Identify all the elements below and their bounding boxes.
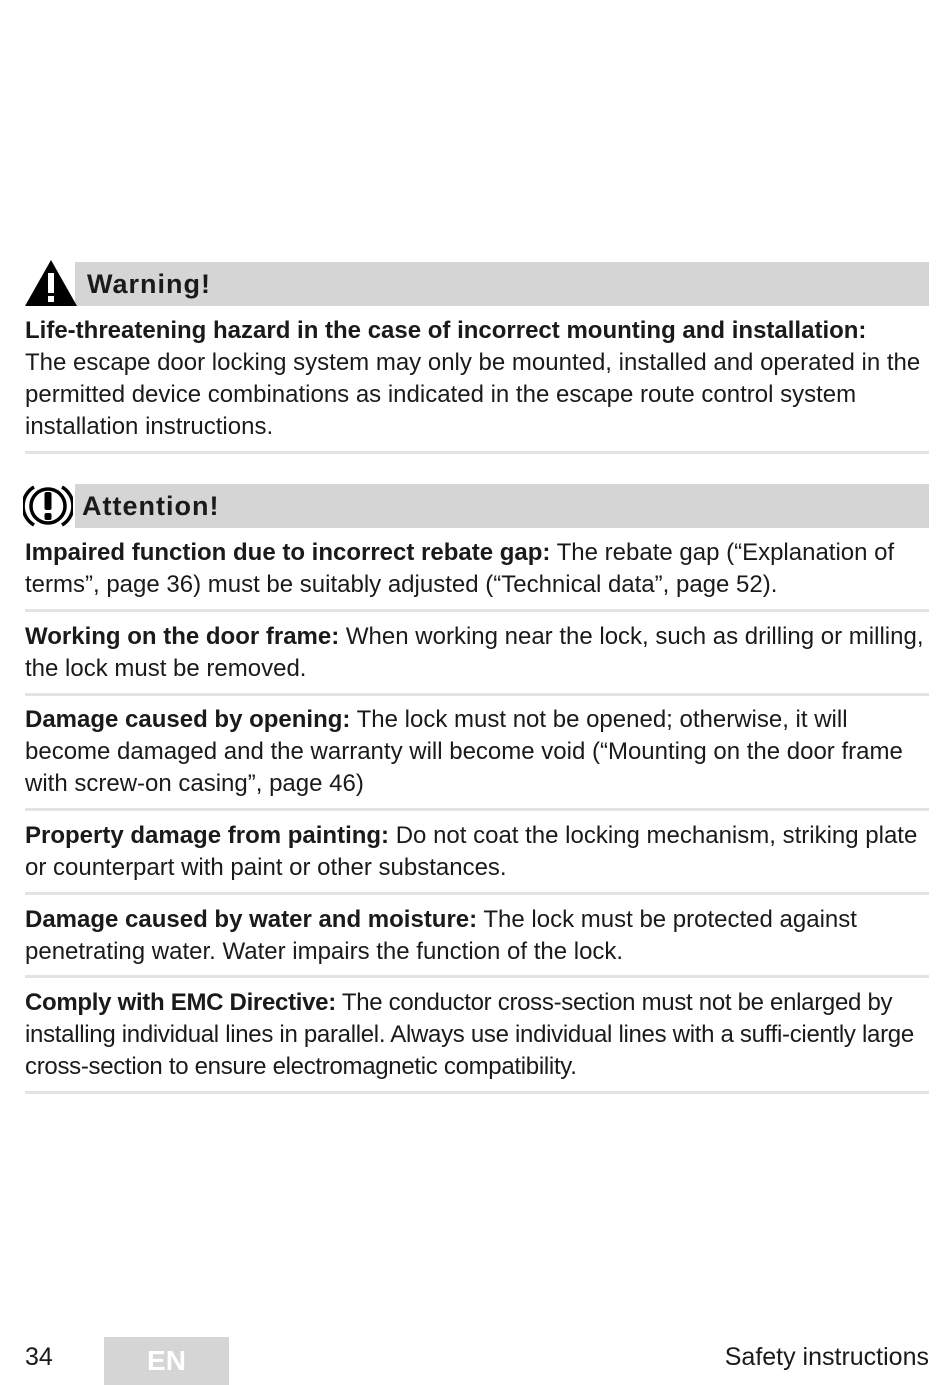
divider bbox=[25, 609, 929, 612]
warning-header bbox=[25, 262, 929, 306]
divider bbox=[25, 892, 929, 895]
exclamation-circle-icon bbox=[23, 481, 73, 531]
divider bbox=[25, 693, 929, 696]
attention-header bbox=[25, 484, 929, 528]
attention-item-text: The lock must not be opened; otherwise, it will become damaged and the warranty will become void (“Mounting on the door frame with screw-on casing”, page 46) bbox=[25, 706, 903, 797]
warning-triangle-icon bbox=[23, 258, 79, 308]
attention-item bbox=[25, 987, 929, 1083]
attention-item bbox=[25, 621, 929, 685]
divider bbox=[25, 975, 929, 978]
warning-text: The escape door locking system may only be mounted, installed and operated in the permitted device combinations as indicated in the escape route control system installation instructions. bbox=[25, 349, 921, 440]
page bbox=[25, 0, 929, 1385]
divider bbox=[25, 808, 929, 811]
page-number: 34 bbox=[25, 1343, 53, 1371]
attention-item bbox=[25, 704, 929, 800]
section-title: Safety instructions bbox=[724, 1343, 929, 1371]
attention-item-text: The conductor cross-section must not be enlarged by installing individual lines in parallel. Always use individual lines with a suffi-ciently large cross-section to ensure electromagnetic compatibility. bbox=[25, 989, 914, 1080]
attention-item-heading: Comply with EMC Directive: bbox=[25, 989, 336, 1016]
language-badge: EN bbox=[104, 1337, 229, 1385]
attention-item-heading: Working on the door frame: bbox=[25, 623, 340, 650]
attention-item-text: When working near the lock, such as drilling or milling, the lock must be removed. bbox=[25, 623, 924, 682]
attention-item-heading: Damage caused by water and moisture: bbox=[25, 906, 478, 933]
attention-item-text: The lock must be protected against penetrating water. Water impairs the function of the lock. bbox=[25, 906, 857, 965]
warning-paragraph bbox=[25, 315, 929, 443]
warning-title: Warning! bbox=[87, 269, 211, 299]
attention-item bbox=[25, 537, 929, 601]
warning-heading: Life-threatening hazard in the case of incorrect mounting and installation: bbox=[25, 317, 867, 344]
divider bbox=[25, 1091, 929, 1094]
attention-item-heading: Property damage from painting: bbox=[25, 822, 390, 849]
attention-item bbox=[25, 904, 929, 968]
attention-item-text: The rebate gap (“Explanation of terms”, page 36) must be suitably adjusted (“Technical data”, page 52). bbox=[25, 539, 895, 598]
attention-item-heading: Damage caused by opening: bbox=[25, 706, 351, 733]
attention-title: Attention! bbox=[82, 491, 220, 521]
divider bbox=[25, 451, 929, 454]
attention-item-heading: Impaired function due to incorrect rebate gap: bbox=[25, 539, 551, 566]
attention-item-text: Do not coat the locking mechanism, striking plate or counterpart with paint or other substances. bbox=[25, 822, 918, 881]
attention-item bbox=[25, 820, 929, 884]
